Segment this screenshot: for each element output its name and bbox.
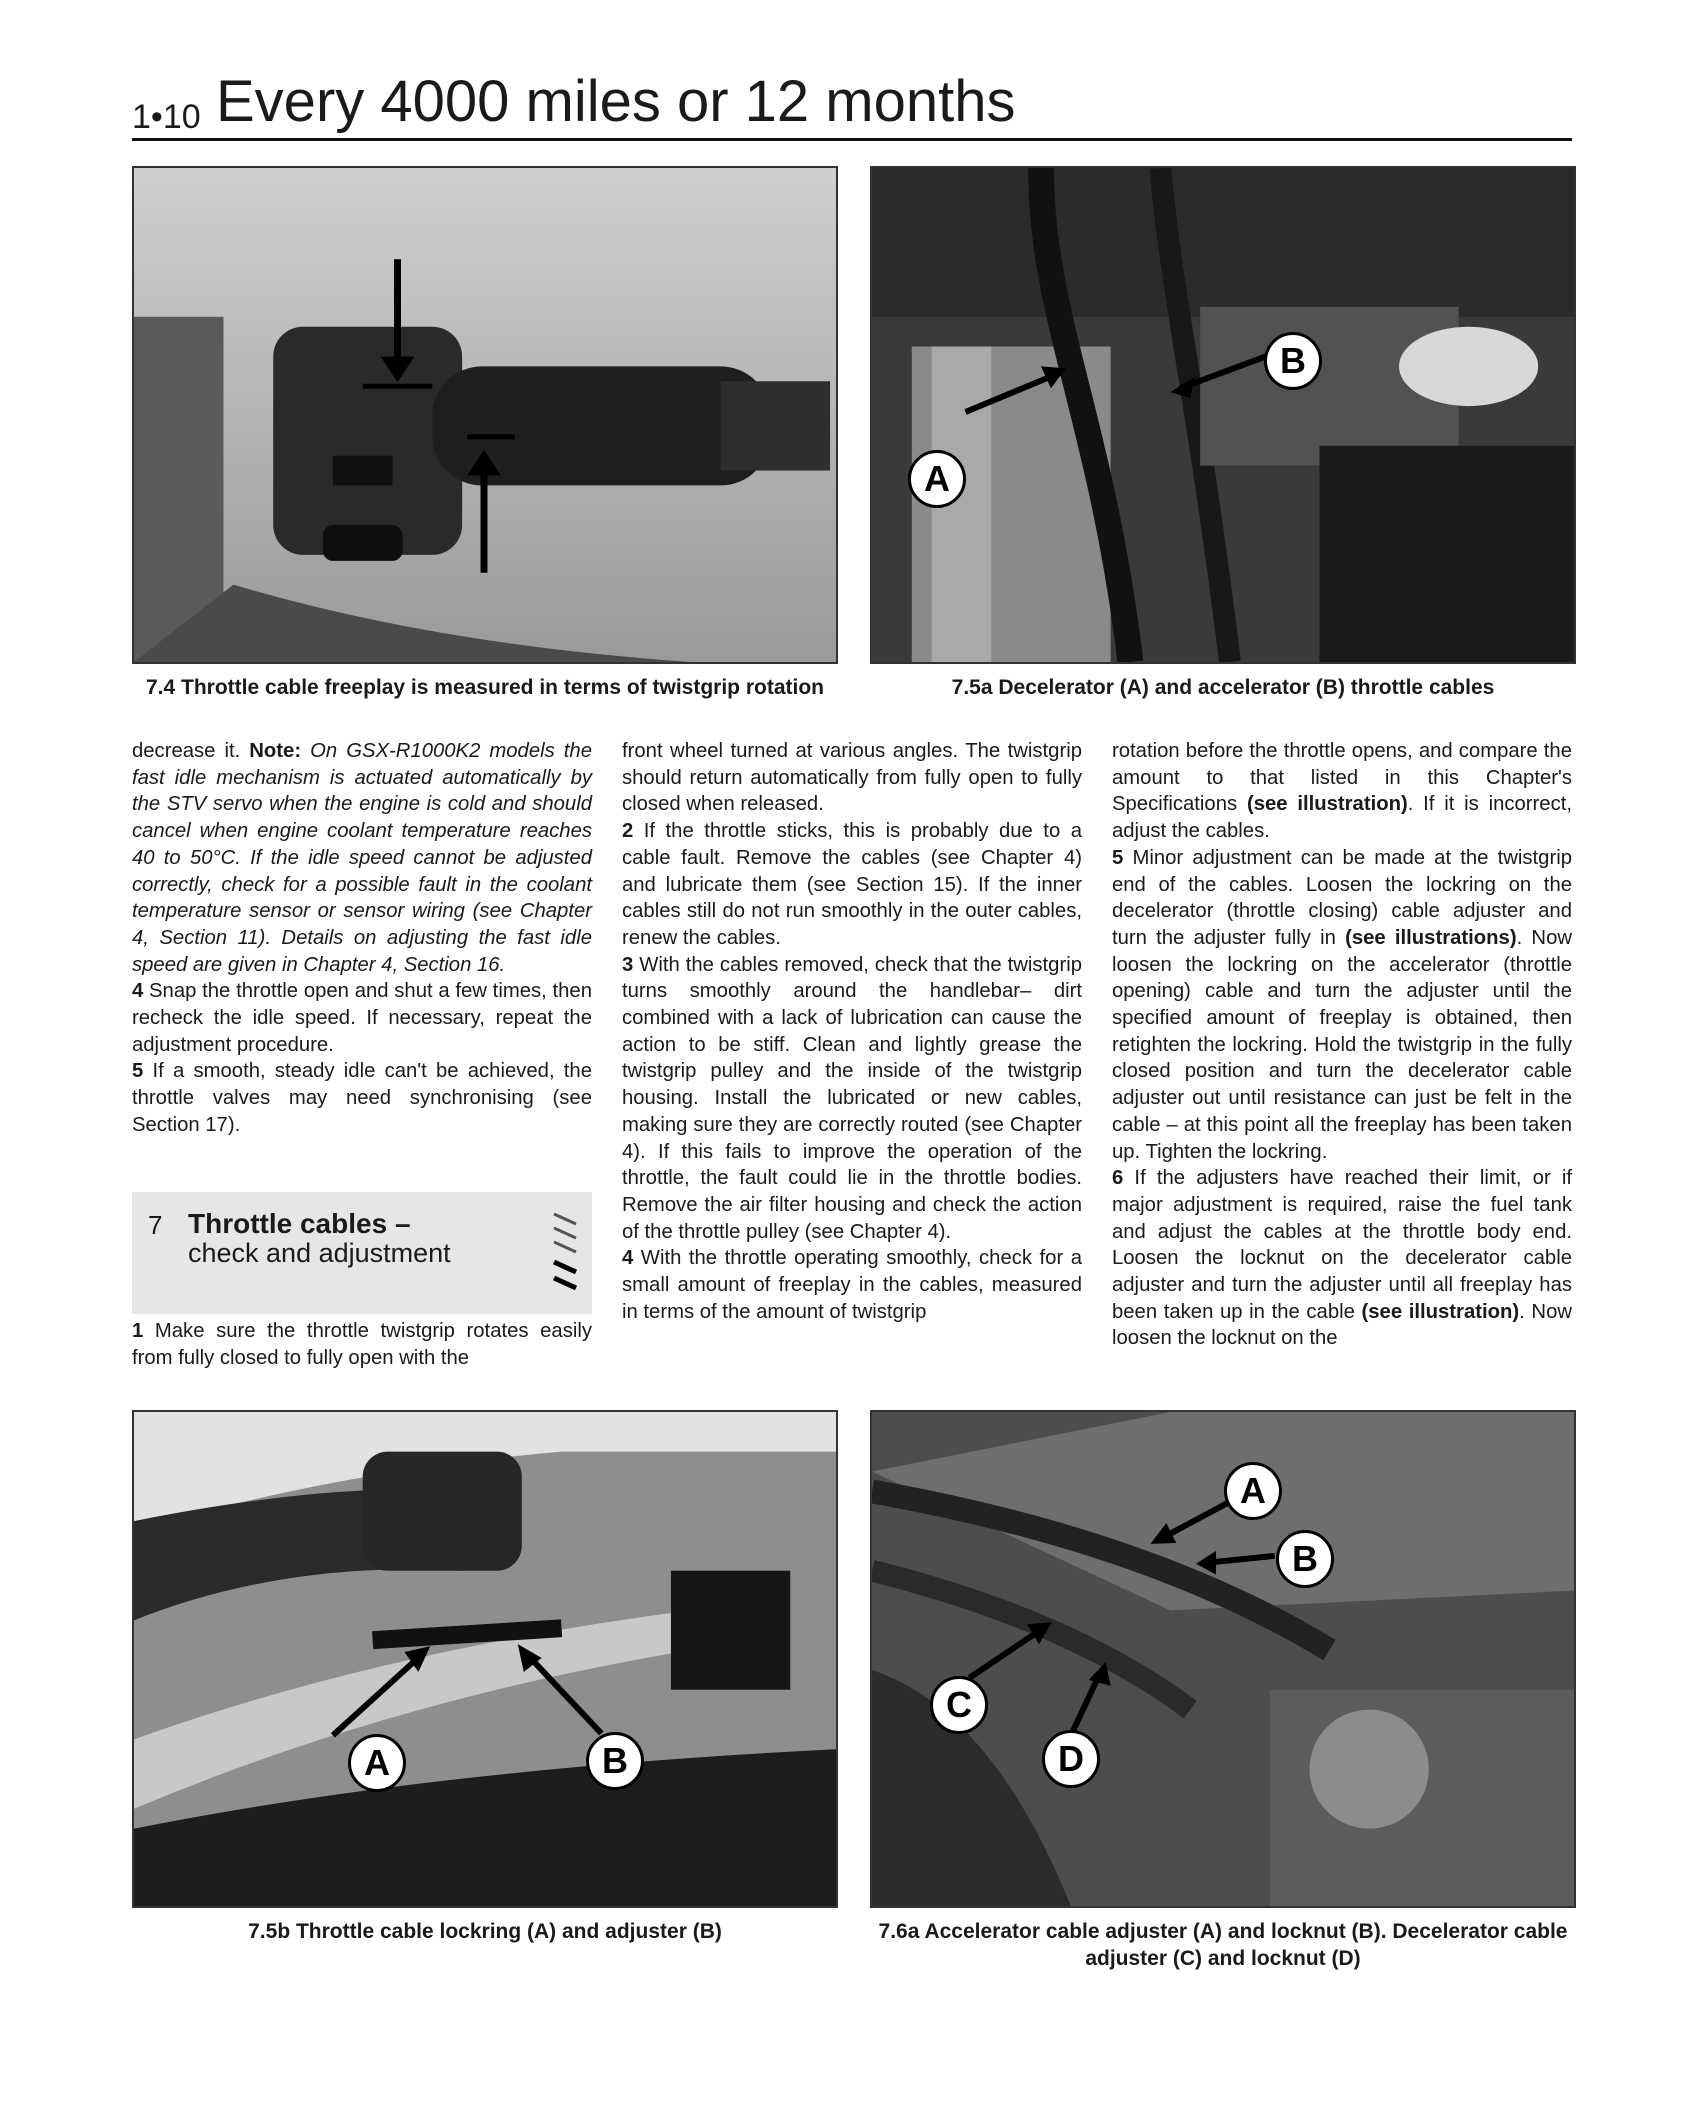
step-number: 4	[132, 980, 144, 1003]
text-column-3	[1112, 738, 1572, 1352]
step-number: 1	[132, 1320, 144, 1342]
step-number: 2	[622, 820, 634, 843]
see-illustration-ref: (see illustrations)	[1345, 926, 1517, 949]
step-number: 6	[1112, 1167, 1124, 1190]
throttle-body-cables-photo	[872, 1412, 1574, 1906]
paragraph-text: rotation before the throttle opens, and compare the amount to that listed in this Chapter's Specifications	[1112, 740, 1572, 816]
page-number: 1•10	[132, 98, 201, 136]
section-number: 7	[148, 1210, 163, 1240]
figure-7-5a-caption: 7.5a Decelerator (A) and accelerator (B) throttle cables	[951, 676, 1495, 699]
paragraph-text: If a smooth, steady idle can't be achieved, the throttle valves may need synchronising (see Section 17).	[132, 1060, 592, 1136]
marker-c: C	[930, 1676, 988, 1734]
paragraph-text: Minor adjustment can be made at the twistgrip end of the cables. Loosen the lockring on the decelerator (throttle closing) cable adjuster and turn the adjuster fully in	[1112, 846, 1572, 949]
cable-lockring-photo	[134, 1412, 836, 1906]
page-title: Every 4000 miles or 12 months	[216, 69, 1016, 134]
paragraph-text: If the throttle sticks, this is probably due to a cable fault. Remove the cables (see Chapter 4) and lubricate them (see Section 15). If the inner cables still do not run smoothly in the outer cables, renew the cables.	[622, 820, 1082, 949]
paragraph-text: Snap the throttle open and shut a few times, then recheck the idle speed. If necessary, repeat the adjustment procedure.	[132, 980, 592, 1056]
paragraph-text: With the cables removed, check that the twistgrip turns smoothly around the handlebar– dirt combined with a lack of lubrication can cause the action to be stiff. Clean and lightly grease the twistgrip pulley and the inside of the twistgrip housing. Install the lubricated or new cables, making sure they are correctly routed (see Chapter 4). If this fails to improve the operation of the throttle, the fault could lie in the throttle bodies. Remove the air filter housing and check the action of the throttle pulley (see Chapter 4).	[622, 953, 1082, 1243]
marker-a: A	[348, 1734, 406, 1792]
see-illustration-ref: (see illustration)	[1246, 793, 1408, 816]
figure-7-4-photo	[132, 166, 838, 664]
text-column-2	[622, 738, 1082, 1325]
marker-a: A	[1224, 1462, 1282, 1520]
text-column-1	[132, 738, 592, 1139]
paragraph-text: If the adjusters have reached their limit, or if major adjustment is required, raise the fuel tank and adjust the cables at the throttle body end. Loosen the locknut on the decelerator cable adjuster and turn the adjuster until all freeplay has been taken up in the cable	[1112, 1167, 1572, 1323]
paragraph-text: . Now loosen the lockring on the accelerator (throttle opening) cable and turn the adjuster until the specified amount of freeplay is obtained, then retighten the lockring. Hold the twistgrip in the fully closed position and turn the decelerator cable adjuster out until resistance can just be felt in the cable – at this point all the freeplay has been taken up. Tighten the lockring.	[1112, 926, 1572, 1163]
figure-7-6a-photo	[870, 1410, 1576, 1908]
marker-a: A	[908, 450, 966, 508]
paragraph-text: Make sure the throttle twistgrip rotates easily from fully closed to fully open with the	[132, 1320, 592, 1369]
paragraph-text: front wheel turned at various angles. The twistgrip should return automatically from fully open to fully closed when released.	[622, 740, 1082, 816]
paragraph-text: . If it is incorrect, adjust the cables.	[1112, 793, 1572, 843]
note-label: Note:	[249, 740, 302, 762]
figure-7-4-caption: 7.4 Throttle cable freeplay is measured in terms of twistgrip rotation	[146, 676, 824, 699]
throttle-twistgrip-photo	[134, 168, 836, 662]
wrench-difficulty-icon	[548, 1204, 582, 1300]
note-text: On GSX-R1000K2 models the fast idle mechanism is actuated automatically by the STV servo when the engine is cold and should cancel when engine coolant temperature reaches 40 to 50°C. If the idle speed cannot be adjusted correctly, check for a possible fault in the coolant temperature sensor or sensor wiring (see Chapter 4, Section 11). Details on adjusting the fast idle speed are given in Chapter 4, Section 16.	[132, 740, 592, 976]
figure-7-5a-photo	[870, 166, 1576, 664]
section-heading-box	[132, 1192, 592, 1314]
step-number: 3	[622, 953, 634, 976]
marker-b: B	[1264, 332, 1322, 390]
paragraph-text: With the throttle operating smoothly, check for a small amount of freeplay in the cables, measured in terms of the amount of twistgrip	[622, 1247, 1082, 1323]
figure-7-5b-caption: 7.5b Throttle cable lockring (A) and adjuster (B)	[248, 1920, 722, 1943]
section-title: Throttle cables –	[188, 1208, 411, 1239]
header-rule	[132, 138, 1572, 141]
paragraph-text: . Now loosen the locknut on the	[1112, 1300, 1572, 1350]
marker-b: B	[1276, 1530, 1334, 1588]
see-illustration-ref: (see illustration)	[1361, 1300, 1520, 1323]
marker-b: B	[586, 1732, 644, 1790]
paragraph-text: decrease it.	[132, 740, 250, 762]
step-number: 5	[1112, 846, 1124, 869]
text-column-1-continued	[132, 1318, 592, 1371]
throttle-cables-photo	[872, 168, 1574, 662]
section-subtitle: check and adjustment	[188, 1238, 451, 1268]
marker-d: D	[1042, 1730, 1100, 1788]
figure-7-6a-caption: 7.6a Accelerator cable adjuster (A) and locknut (B). Decelerator cable adjuster (C) and locknut (D)	[878, 1920, 1568, 1970]
step-number: 4	[622, 1247, 634, 1270]
page-header	[132, 68, 1572, 140]
figure-7-5b-photo	[132, 1410, 838, 1908]
step-number: 5	[132, 1060, 144, 1083]
